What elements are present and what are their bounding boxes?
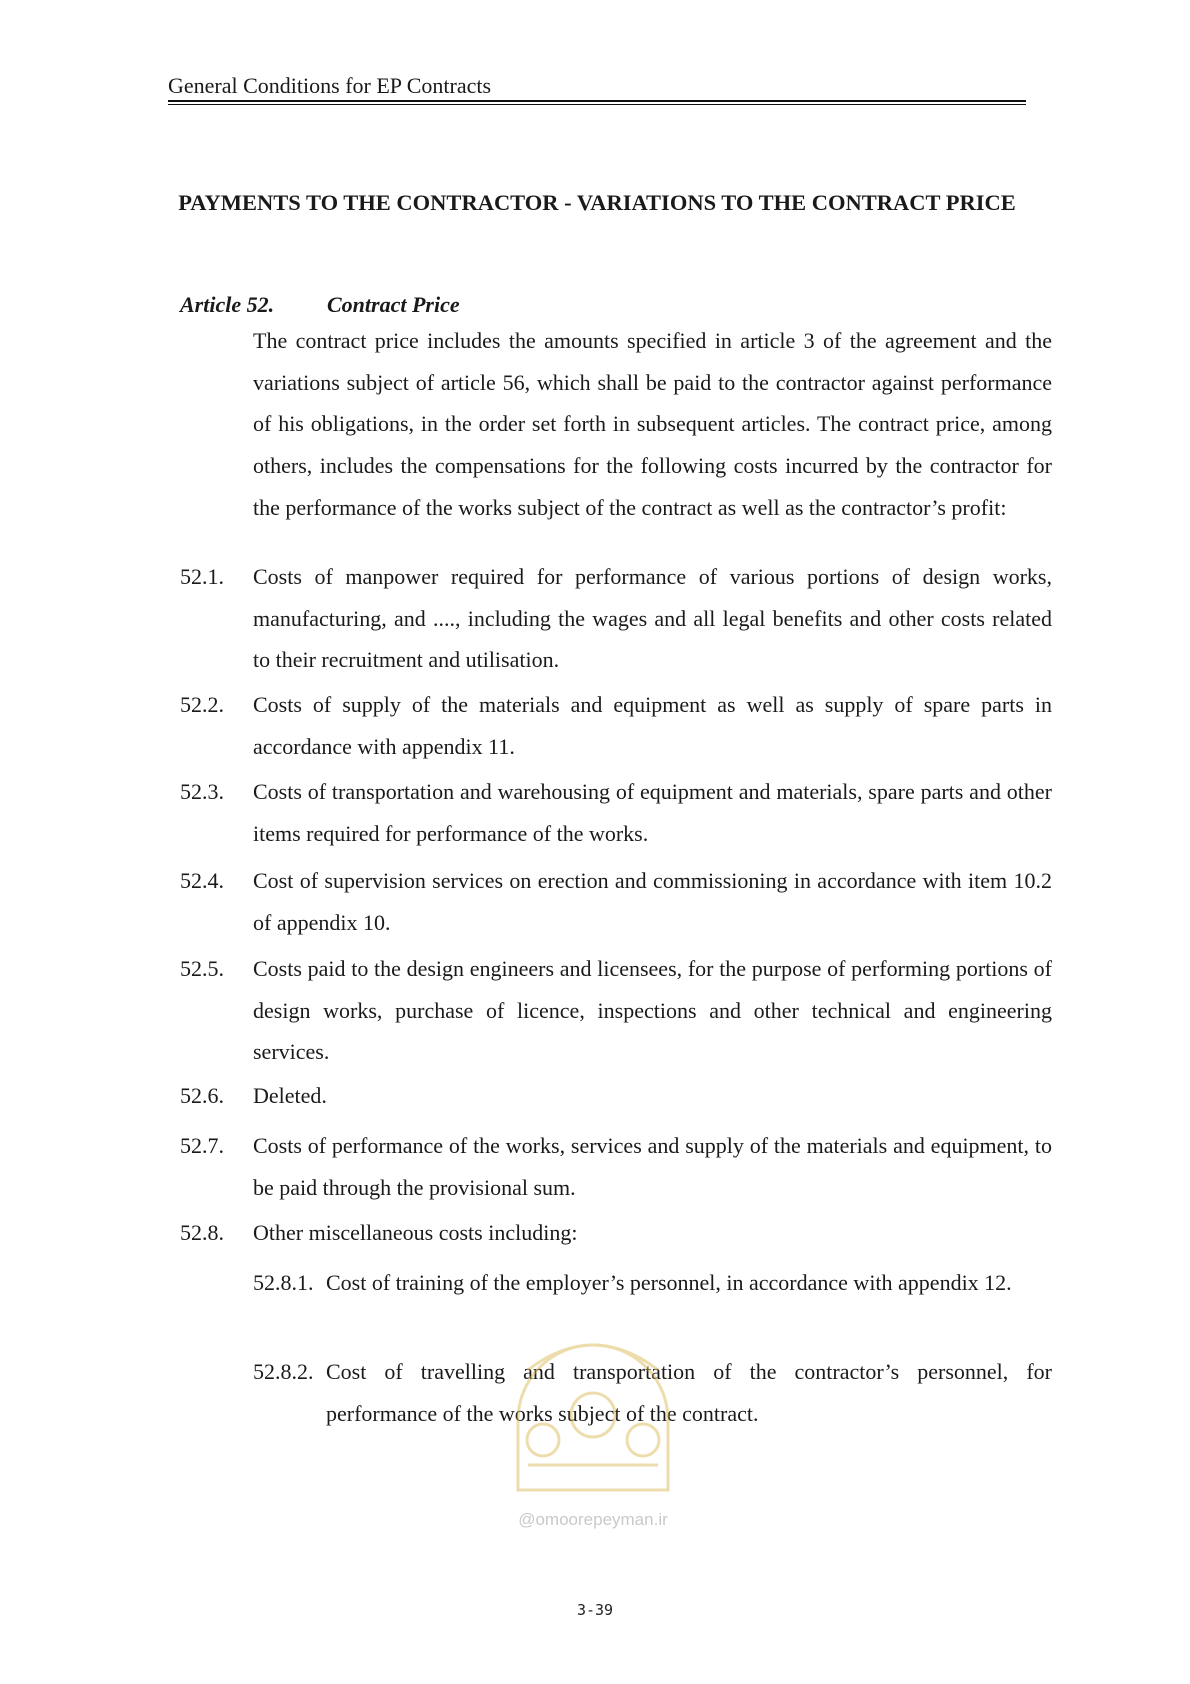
list-item <box>180 948 1052 1073</box>
item-number: 52.7. <box>180 1133 224 1158</box>
item-text: Costs of manpower required for performance of various portions of design works, manufacturing, and ...., including the wages and all legal benefits and other costs related to their recruitment and utilisation. <box>253 564 1052 673</box>
item-text: Cost of supervision services on erection and commissioning in accordance with item 10.2 of appendix 10. <box>253 868 1052 935</box>
section-title: PAYMENTS TO THE CONTRACTOR - VARIATIONS TO THE CONTRACT PRICE <box>178 190 1016 215</box>
item-number: 52.2. <box>180 692 224 717</box>
list-item <box>180 1212 1052 1254</box>
item-text: Costs of performance of the works, services and supply of the materials and equipment, to be paid through the provisional sum. <box>253 1133 1052 1200</box>
list-item <box>180 684 1052 767</box>
running-header: General Conditions for EP Contracts <box>168 73 492 98</box>
item-text: Other miscellaneous costs including: <box>253 1220 578 1245</box>
list-item <box>180 860 1052 943</box>
item-text: Deleted. <box>253 1083 327 1108</box>
list-item <box>180 1125 1052 1208</box>
subitem-number: 52.8.2. <box>253 1359 314 1384</box>
item-text: Costs of transportation and warehousing of equipment and materials, spare parts and other items required for performance of the works. <box>253 779 1052 846</box>
watermark-text: @omoorepeyman.ir <box>518 1510 668 1529</box>
header-rule <box>168 100 1026 105</box>
list-item <box>180 771 1052 854</box>
item-number: 52.1. <box>180 564 224 589</box>
article-number: Article 52. <box>180 292 275 317</box>
sub-list-item <box>253 1262 1052 1304</box>
item-text: Costs paid to the design engineers and licensees, for the purpose of performing portions of design works, purchase of licence, inspections and other technical and engineering services. <box>253 956 1052 1065</box>
item-number: 52.5. <box>180 956 224 981</box>
item-number: 52.3. <box>180 779 224 804</box>
sub-list-item <box>253 1351 1052 1434</box>
item-text: Costs of supply of the materials and equipment as well as supply of spare parts in accordance with appendix 11. <box>253 692 1052 759</box>
list-item <box>180 1075 1052 1117</box>
article-heading <box>180 290 460 320</box>
item-number: 52.6. <box>180 1083 224 1108</box>
article-intro: The contract price includes the amounts specified in article 3 of the agreement and the variations subject of article 56, which shall be paid to the contractor against performance of his obligations, in the order set forth in subsequent articles. The contract price, among others, includes the compensations for the following costs incurred by the contractor for the performance of the works subject of the contract as well as the contractor’s profit: <box>253 328 1052 520</box>
page-number: 3-39 <box>576 1601 614 1619</box>
subitem-text: Cost of travelling and transportation of the contractor’s personnel, for performance of the works subject of the contract. <box>326 1359 1052 1426</box>
subitem-number: 52.8.1. <box>253 1270 314 1295</box>
list-item <box>180 556 1052 681</box>
subitem-text: Cost of training of the employer’s personnel, in accordance with appendix 12. <box>326 1270 1012 1295</box>
item-number: 52.4. <box>180 868 224 893</box>
item-number: 52.8. <box>180 1220 224 1245</box>
article-title: Contract Price <box>327 292 460 317</box>
